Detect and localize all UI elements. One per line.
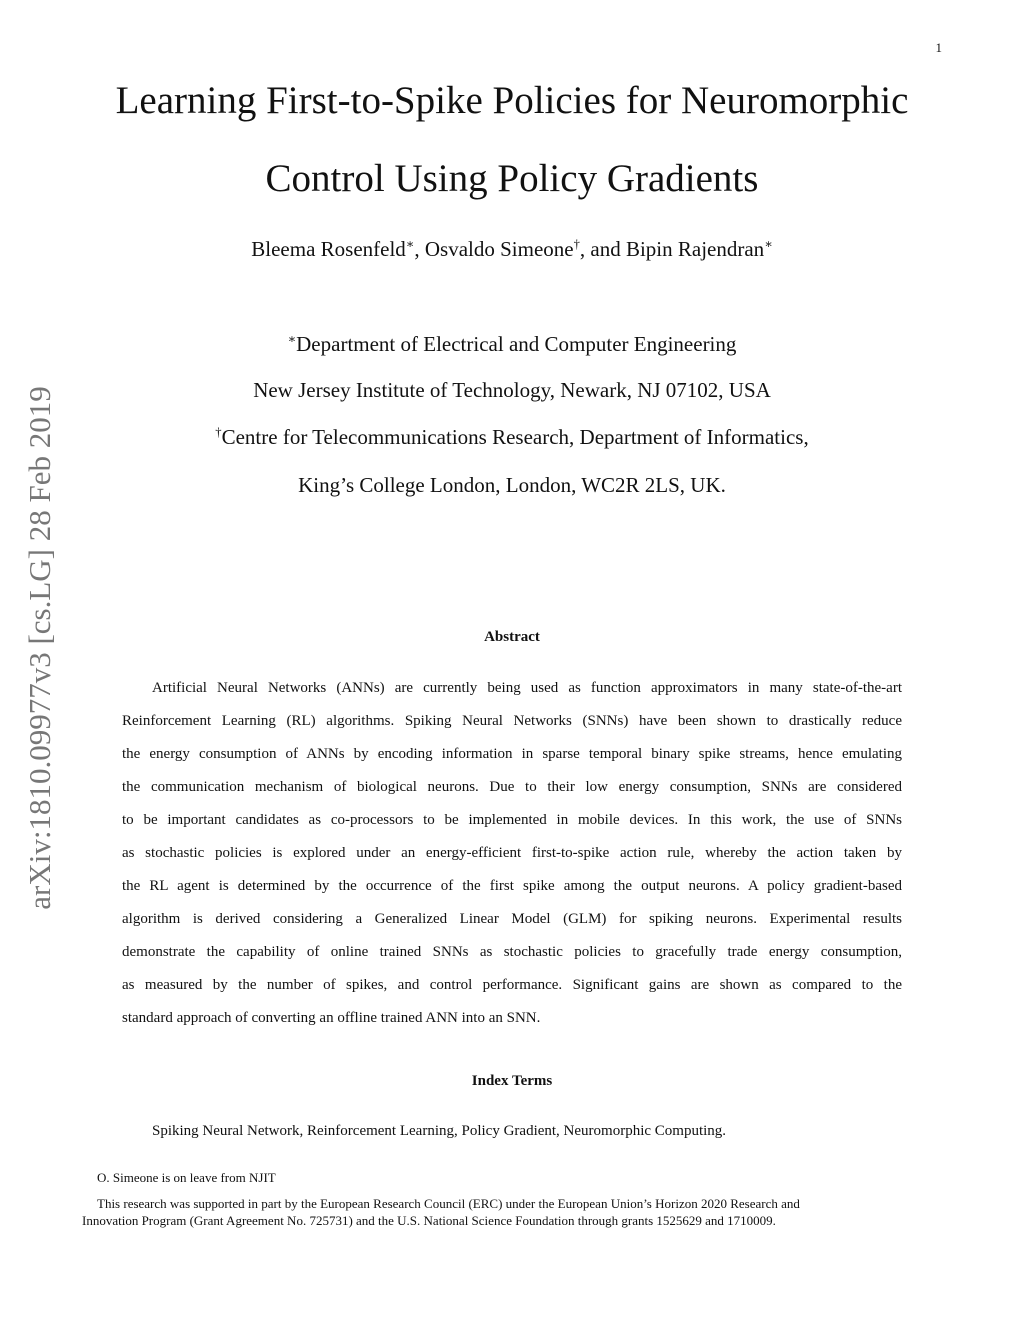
abstract-heading: Abstract <box>484 629 540 645</box>
affiliation-line: King’s College London, London, WC2R 2LS, UK. <box>298 473 726 497</box>
affiliation-line <box>0 425 1024 450</box>
author-name: , and Bipin Rajendran <box>579 237 765 261</box>
abstract-line: as measured by the number of spikes, and control performance. Significant gains are shown as compared to the <box>122 977 902 993</box>
abstract-line: the communication mechanism of biological neurons. Due to their low energy consumption, SNNs are considered <box>122 779 902 795</box>
affiliation-mark: ∗ <box>405 237 415 251</box>
abstract-line: to be important candidates as co-processors to be implemented in mobile devices. In this work, the use of SNNs <box>122 812 902 828</box>
paper-title-line-2: Control Using Policy Gradients <box>265 157 759 200</box>
affiliation-text: Department of Electrical and Computer Engineering <box>296 332 737 356</box>
index-terms-heading: Index Terms <box>471 1073 553 1089</box>
affiliation-line <box>0 332 1024 357</box>
author-list <box>0 237 1024 262</box>
abstract-line: the RL agent is determined by the occurrence of the first spike among the output neurons. A policy gradient-based <box>122 878 902 894</box>
abstract-line: the energy consumption of ANNs by encoding information in sparse temporal binary spike streams, hence emulating <box>122 746 902 762</box>
author-name: , Osvaldo Simeone <box>414 237 574 261</box>
paper-title-line-1: Learning First-to-Spike Policies for Neuromorphic <box>115 79 909 122</box>
page-number: 1 <box>935 40 942 55</box>
abstract-line: demonstrate the capability of online trained SNNs as stochastic policies to gracefully trade energy consumption, <box>122 944 902 960</box>
footnote: This research was supported in part by the European Research Council (ERC) under the European Union’s Horizon 2020 Research and <box>97 1196 800 1211</box>
arxiv-identifier-stamp: arXiv:1810.09977v3 [cs.LG] 28 Feb 2019 <box>22 386 57 910</box>
abstract-line: Reinforcement Learning (RL) algorithms. Spiking Neural Networks (SNNs) have been shown to drastically reduce <box>122 713 902 729</box>
footnote: Innovation Program (Grant Agreement No. 725731) and the U.S. National Science Foundation through grants 1525629 and 1710009. <box>82 1213 776 1228</box>
affiliation-text: Centre for Telecommunications Research, Department of Informatics, <box>221 425 809 449</box>
author-name: Bleema Rosenfeld <box>251 237 406 261</box>
abstract-line: as stochastic policies is explored under an energy-efficient first-to-spike action rule, whereby the action taken by <box>122 845 902 861</box>
abstract-line: algorithm is derived considering a Generalized Linear Model (GLM) for spiking neurons. Experimental results <box>122 911 902 927</box>
footnote: O. Simeone is on leave from NJIT <box>97 1170 276 1185</box>
abstract-line: Artificial Neural Networks (ANNs) are currently being used as function approximators in many state-of-the-art <box>152 680 902 696</box>
affiliation-mark: † <box>573 237 580 251</box>
affiliation-line: New Jersey Institute of Technology, Newark, NJ 07102, USA <box>253 378 771 402</box>
affiliation-mark: ∗ <box>287 332 297 346</box>
affiliation-mark: ∗ <box>764 237 773 251</box>
affiliation-mark: † <box>215 425 222 439</box>
abstract-line: standard approach of converting an offline trained ANN into an SNN. <box>122 1010 541 1026</box>
index-terms-text: Spiking Neural Network, Reinforcement Learning, Policy Gradient, Neuromorphic Computing. <box>152 1123 727 1139</box>
